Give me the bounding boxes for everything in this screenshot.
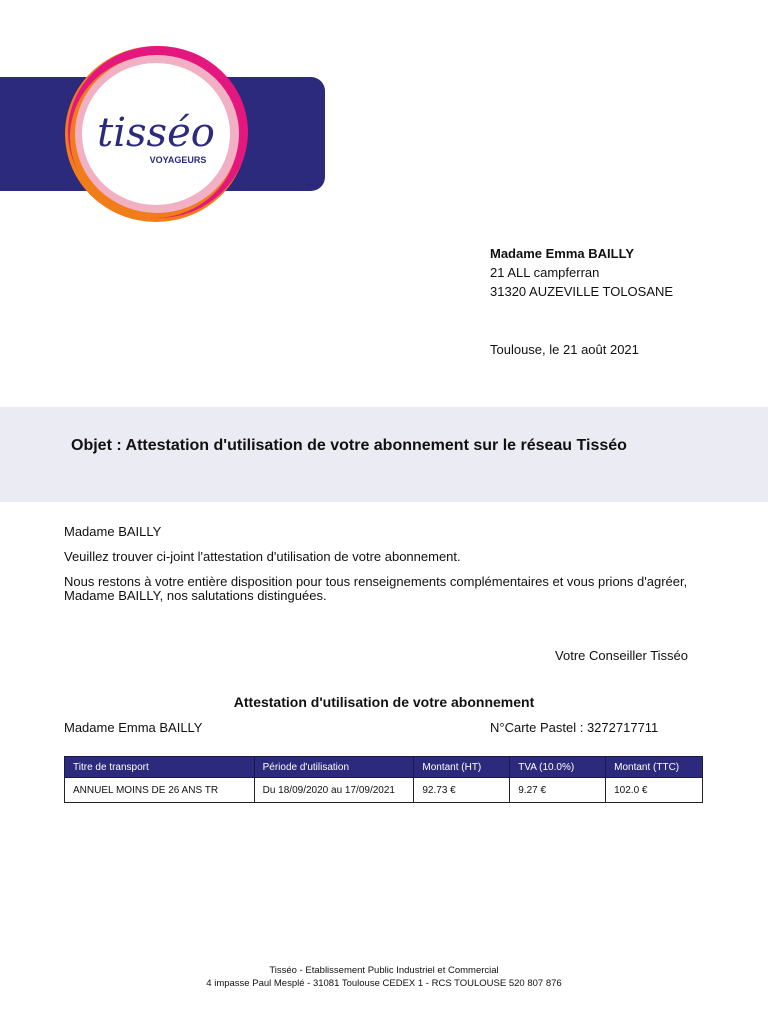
signature: Votre Conseiller Tisséo — [555, 648, 688, 663]
footer-line-2: 4 impasse Paul Mesplé - 31081 Toulouse CEDEX 1 - RCS TOULOUSE 520 807 876 — [206, 978, 562, 989]
table-cell: 92.73 € — [414, 778, 510, 803]
table-cell: 102.0 € — [606, 778, 703, 803]
attestation-holder: Madame Emma BAILLY — [64, 720, 203, 735]
table-cell: Du 18/09/2020 au 17/09/2021 — [254, 778, 414, 803]
body-paragraph-2: Nous restons à votre entière disposition pour tous renseignements complémentaires et vous prions d'agréer, Madame BAILLY, nos salutations distinguées. — [64, 574, 688, 603]
footer — [0, 964, 768, 990]
table-row — [65, 778, 703, 803]
table-cell: 9.27 € — [510, 778, 606, 803]
letter-date: Toulouse, le 21 août 2021 — [490, 342, 639, 357]
pastel-card-number: N°Carte Pastel : 3272717711 — [490, 720, 659, 735]
tisseo-logo — [60, 44, 250, 226]
logo-tagline: VOYAGEURS — [149, 155, 207, 165]
logo-wordmark: tisséo — [97, 110, 215, 156]
salutation: Madame BAILLY — [64, 524, 162, 539]
column-header: Titre de transport — [65, 757, 255, 778]
column-header: TVA (10.0%) — [510, 757, 606, 778]
usage-table — [64, 756, 703, 803]
letter-subject: Objet : Attestation d'utilisation de votre abonnement sur le réseau Tisséo — [71, 437, 627, 454]
recipient-address — [490, 244, 673, 301]
body-paragraph-1: Veuillez trouver ci-joint l'attestation d'utilisation de votre abonnement. — [64, 549, 461, 564]
table-header-row — [65, 757, 703, 778]
recipient-name: Madame Emma BAILLY — [490, 246, 635, 261]
footer-line-1: Tisséo - Etablissement Public Industriel et Commercial — [269, 965, 499, 976]
recipient-address-line1: 21 ALL campferran — [490, 265, 600, 280]
recipient-address-line2: 31320 AUZEVILLE TOLOSANE — [490, 284, 674, 299]
column-header: Montant (TTC) — [606, 757, 703, 778]
column-header: Montant (HT) — [414, 757, 510, 778]
attestation-title: Attestation d'utilisation de votre abonnement — [233, 694, 535, 710]
table-cell: ANNUEL MOINS DE 26 ANS TR — [65, 778, 255, 803]
column-header: Période d'utilisation — [254, 757, 414, 778]
